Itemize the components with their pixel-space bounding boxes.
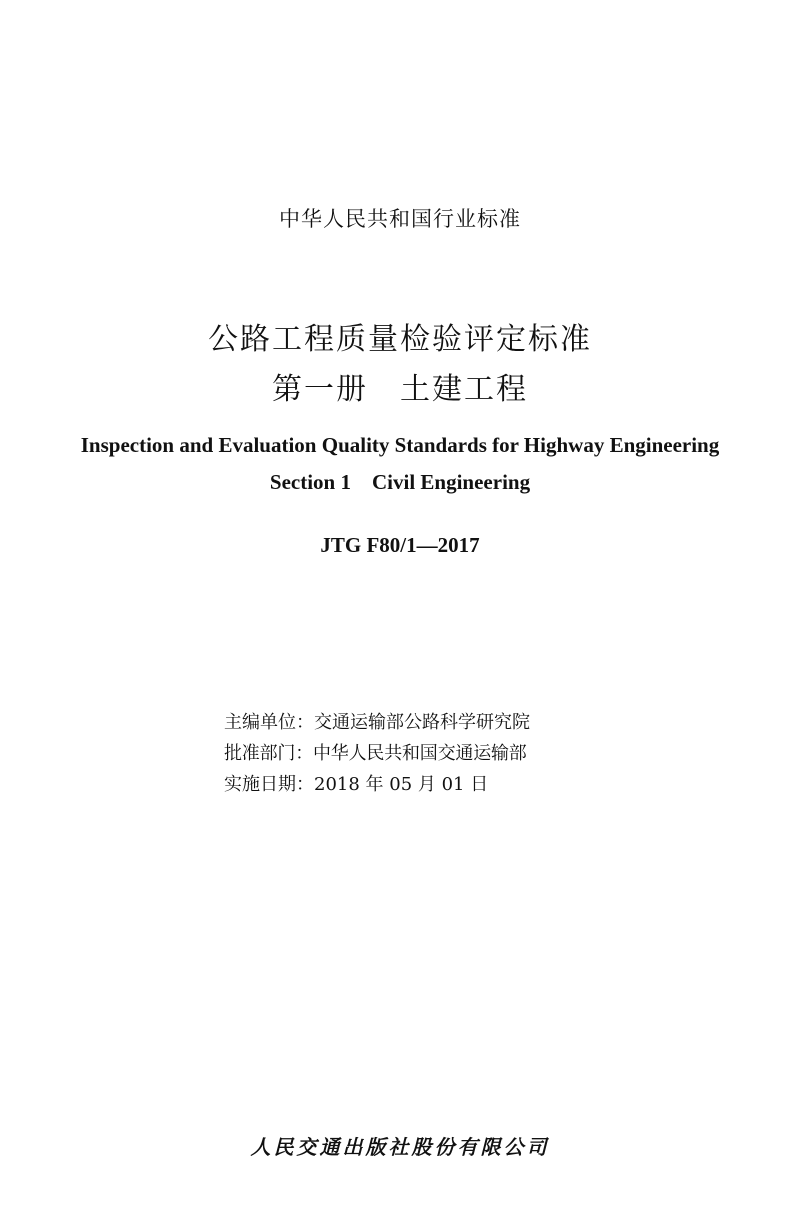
english-subtitle: Section 1 Civil Engineering — [269, 470, 531, 494]
editor-unit: 主编单位：交通运输部公路科学研究院 — [224, 712, 530, 733]
approving-department: 批准部门：中华人民共和国交通运输部 — [224, 743, 527, 764]
standard-code: JTG F80/1—2017 — [320, 533, 480, 557]
chinese-title: 公路工程质量检验评定标准 — [208, 322, 592, 357]
english-title: Inspection and Evaluation Quality Standards for Highway Engineering — [80, 433, 720, 457]
effective-date: 实施日期：2018 年 05 月 01 日 — [224, 774, 489, 795]
publisher: 人民交通出版社股份有限公司 — [250, 1135, 550, 1159]
standard-category: 中华人民共和国行业标准 — [279, 207, 521, 231]
chinese-subtitle: 第一册 土建工程 — [272, 372, 528, 407]
